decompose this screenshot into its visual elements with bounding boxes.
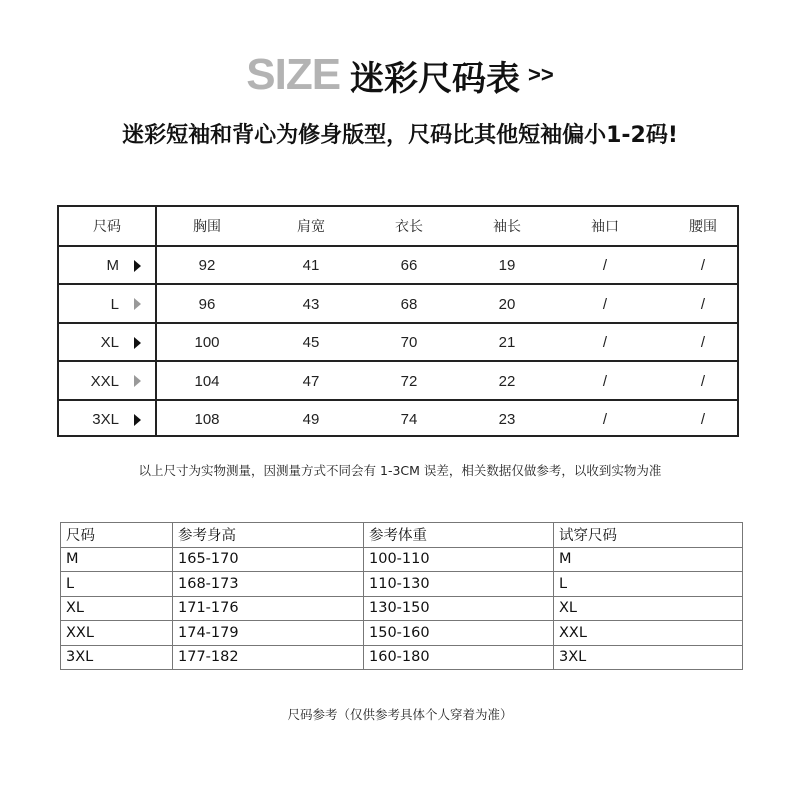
size-cell xyxy=(59,247,155,286)
table-cell: 70 xyxy=(400,334,418,352)
table-cell: 47 xyxy=(302,372,320,390)
table-row xyxy=(61,645,743,670)
table-cell: 130-150 xyxy=(364,596,554,621)
table-cell: 174-179 xyxy=(173,621,364,646)
table-header-row xyxy=(61,523,743,548)
table-cell: / xyxy=(700,257,706,275)
table-cell: / xyxy=(602,372,608,390)
table-cell: / xyxy=(602,257,608,275)
table-cell: 108 xyxy=(194,411,220,429)
table-cell: 66 xyxy=(400,257,418,275)
table-row xyxy=(61,572,743,597)
title-arrows: >> xyxy=(528,62,554,87)
table-cell: 110-130 xyxy=(364,572,554,597)
triangle-right-icon xyxy=(134,414,141,426)
table-cell: L xyxy=(61,572,173,597)
table-cell: 168-173 xyxy=(173,572,364,597)
table-cell: 165-170 xyxy=(173,547,364,572)
size-label: L xyxy=(110,295,119,313)
table-cell: / xyxy=(700,295,706,313)
table-cell: 160-180 xyxy=(364,645,554,670)
table-cell: 72 xyxy=(400,372,418,390)
table-cell: 21 xyxy=(498,334,516,352)
table-cell: / xyxy=(700,411,706,429)
table-cell: / xyxy=(602,411,608,429)
table-cell: 104 xyxy=(194,372,220,390)
table-cell: / xyxy=(602,334,608,352)
table-row xyxy=(61,596,743,621)
size-cell xyxy=(59,324,155,363)
title-chinese: 迷彩尺码表 xyxy=(350,58,521,99)
table-cell: / xyxy=(602,295,608,313)
table-cell: XXL xyxy=(554,621,743,646)
header-cell: 腰围 xyxy=(689,219,717,236)
table-row xyxy=(61,547,743,572)
table-row xyxy=(61,621,743,646)
table-cell: 19 xyxy=(498,257,516,275)
table-cell: 43 xyxy=(302,295,320,313)
header-cell: 试穿尺码 xyxy=(554,523,743,548)
header-cell: 袖长 xyxy=(493,219,521,236)
triangle-right-icon xyxy=(134,375,141,387)
page-title xyxy=(0,50,800,100)
table-cell: 74 xyxy=(400,411,418,429)
title-size-word: SIZE xyxy=(246,50,341,99)
header-cell: 袖口 xyxy=(591,219,619,236)
table-cell: 41 xyxy=(302,257,320,275)
table-cell: 96 xyxy=(198,295,216,313)
subtitle: 迷彩短袖和背心为修身版型，尺码比其他短袖偏小1-2码! xyxy=(122,123,678,148)
header-cell: 胸围 xyxy=(193,219,221,236)
table-cell: L xyxy=(554,572,743,597)
table-cell: M xyxy=(61,547,173,572)
table-cell: / xyxy=(700,334,706,352)
table-cell: XL xyxy=(554,596,743,621)
triangle-right-icon xyxy=(134,260,141,272)
table-header-row xyxy=(59,207,737,246)
table-cell: 171-176 xyxy=(173,596,364,621)
table-row xyxy=(59,399,737,440)
table-cell: XL xyxy=(61,596,173,621)
size-label: M xyxy=(106,257,119,275)
table-cell: 68 xyxy=(400,295,418,313)
table-cell: 23 xyxy=(498,411,516,429)
size-label: 3XL xyxy=(92,411,119,429)
table-cell: 177-182 xyxy=(173,645,364,670)
header-cell: 尺码 xyxy=(61,523,173,548)
table-row xyxy=(59,283,737,324)
table-cell: 49 xyxy=(302,411,320,429)
table-cell: 150-160 xyxy=(364,621,554,646)
header-cell: 参考体重 xyxy=(364,523,554,548)
table-cell: 22 xyxy=(498,372,516,390)
table-cell: 100 xyxy=(194,334,220,352)
size-cell xyxy=(59,285,155,324)
table-cell: 45 xyxy=(302,334,320,352)
size-reference-table xyxy=(60,522,743,670)
table-cell: 3XL xyxy=(61,645,173,670)
header-cell: 肩宽 xyxy=(297,219,325,236)
table-row xyxy=(59,245,737,286)
size-label: XL xyxy=(100,334,119,352)
size-label: XXL xyxy=(90,372,119,390)
header-cell: 尺码 xyxy=(93,219,121,236)
table-row xyxy=(59,322,737,363)
table-cell: XXL xyxy=(61,621,173,646)
size-reference-footnote: 尺码参考（仅供参考具体个人穿着为准） xyxy=(287,707,513,722)
table-cell: 20 xyxy=(498,295,516,313)
measurement-note: 以上尺寸为实物测量，因测量方式不同会有 1-3CM 误差，相关数据仅做参考，以收到实物为准 xyxy=(138,463,662,478)
triangle-right-icon xyxy=(134,298,141,310)
table-cell: 3XL xyxy=(554,645,743,670)
measurement-table xyxy=(57,205,739,437)
size-cell xyxy=(59,401,155,440)
table-cell: 92 xyxy=(198,257,216,275)
table-cell: 100-110 xyxy=(364,547,554,572)
table-cell: M xyxy=(554,547,743,572)
triangle-right-icon xyxy=(134,337,141,349)
size-cell xyxy=(59,362,155,401)
header-cell: 衣长 xyxy=(395,219,423,236)
table-cell: / xyxy=(700,372,706,390)
header-cell: 参考身高 xyxy=(173,523,364,548)
table-row xyxy=(59,360,737,401)
